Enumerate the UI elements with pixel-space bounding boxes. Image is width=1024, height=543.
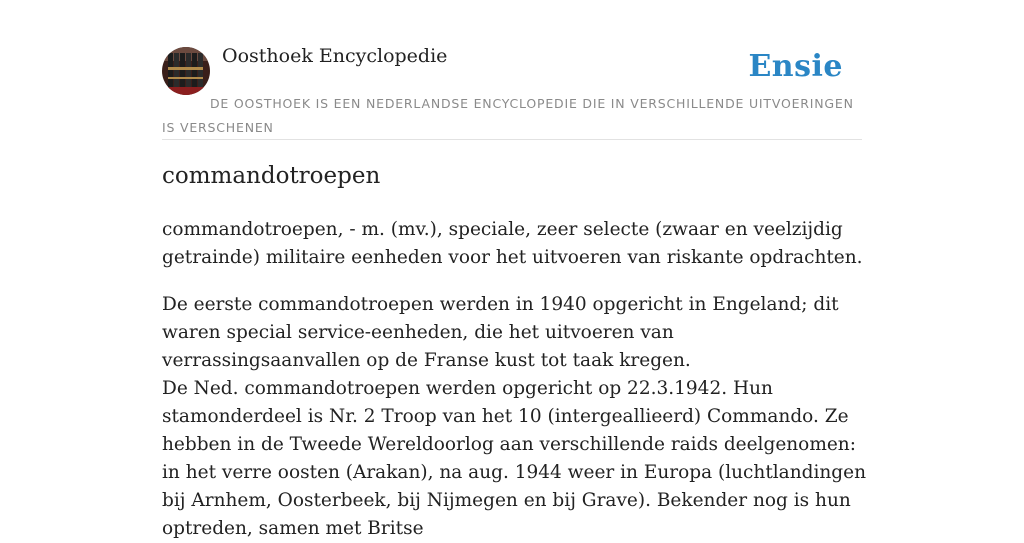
article-paragraph: commandotroepen, - m. (mv.), speciale, zeer selecte (zwaar en veelzijdig getrainde) militaire eenheden voor het uitvoeren van riskante opdrachten. — [162, 219, 863, 268]
article-paragraph: De Ned. commandotroepen werden opgericht op 22.3.1942. Hun stamonderdeel is Nr. 2 Troop van het 10 (intergeallieerd) Commando. Ze hebben in de Tweede Wereldoorlog aan verschillende raids deelgenomen: in het verre oosten (Arakan), na aug. 1944 weer in Europa (luchtlandingen bij Arnhem, Oosterbeek, bij Nijmegen en bij Grave). Bekender nog is hun optreden, samen met Britse — [162, 378, 866, 539]
article-paragraph: De eerste commandotroepen werden in 1940 opgericht in Engeland; dit waren special service-eenheden, die het uitvoeren van verrassingsaanvallen op de Franse kust tot taak kregen. — [162, 294, 839, 371]
article-title: commandotroepen — [162, 163, 381, 189]
site-tagline: DE OOSTHOEK IS EEN NEDERLANDSE ENCYCLOPEDIE DIE IN VERSCHILLENDE UITVOERINGEN IS VERSCHENEN — [162, 96, 854, 135]
site-name-link[interactable]: Oosthoek Encyclopedie — [222, 45, 448, 67]
ensie-logo-link[interactable]: Ensie — [748, 49, 843, 84]
page-container — [162, 0, 866, 539]
site-header — [162, 0, 862, 140]
avatar[interactable] — [162, 47, 210, 95]
encyclopedia-books-icon — [162, 47, 210, 95]
article-body — [162, 216, 866, 543]
